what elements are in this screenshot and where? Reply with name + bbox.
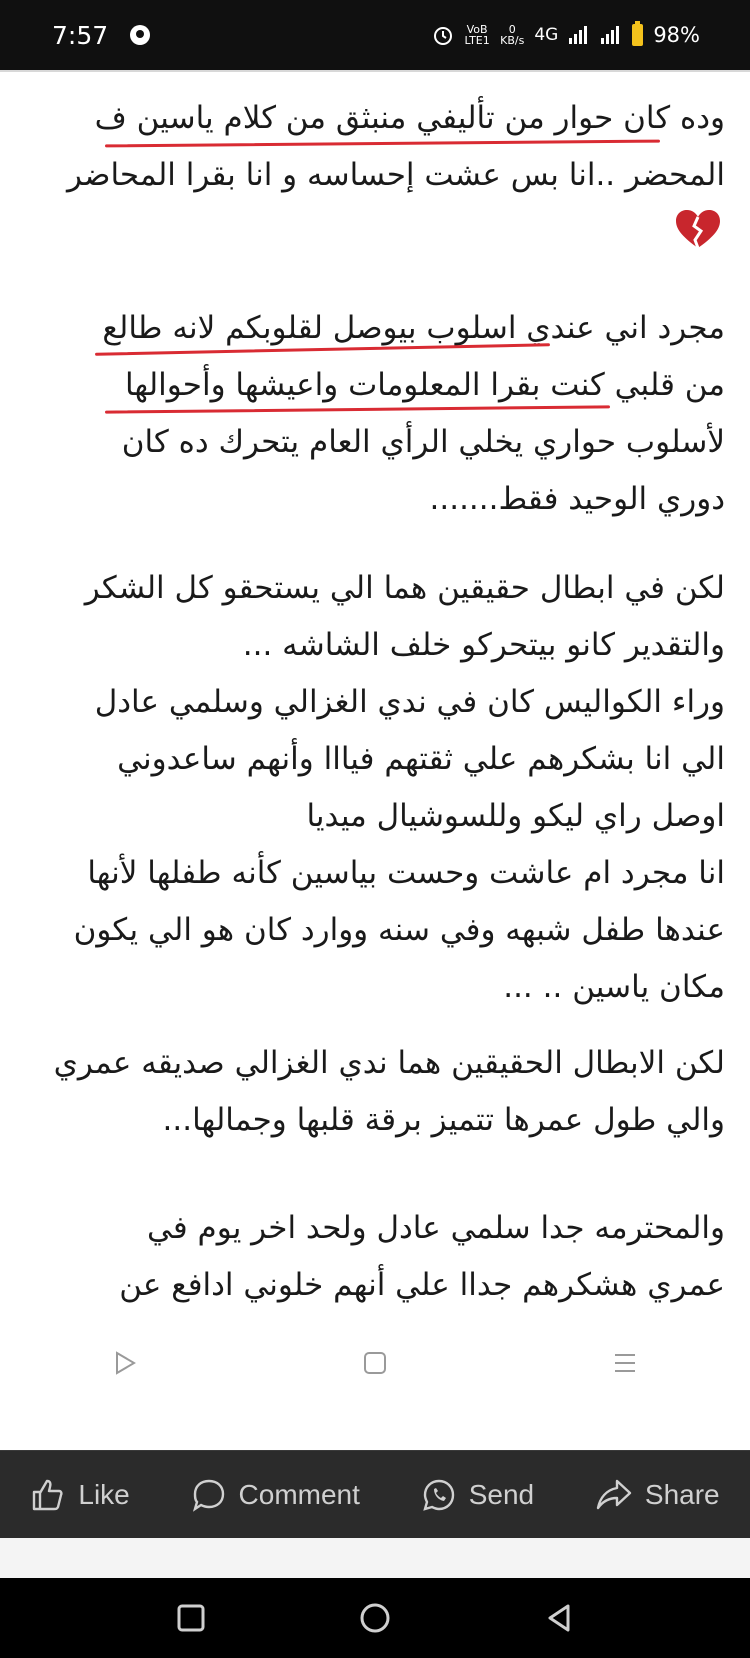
post-paragraph [25,1200,725,1314]
post-paragraph [25,1035,725,1149]
system-nav-bar [0,1578,750,1658]
whatsapp-icon [421,1477,457,1513]
speed-value: 0 [508,23,516,36]
comment-icon [191,1477,227,1513]
back-icon[interactable] [544,1603,574,1633]
text-line: مجرد اني عندي اسلوب بيوصل لقلوبكم لانه طالع [102,310,725,346]
signal-icon-2 [600,26,622,44]
text-line: لكن في ابطال حقيقين هما الي يستحقو كل الشكر [84,570,725,606]
text-line: عمري هشكرهم جداا علي أنهم خلوني ادافع عن [119,1267,725,1303]
battery-icon [632,24,643,46]
speed-unit: KB/s [500,34,525,47]
text-line: وراء الكواليس كان في ندي الغزالي وسلمي عادل [94,684,725,720]
status-bar [0,0,750,70]
comment-label: Comment [238,1479,360,1510]
square-icon [362,1350,388,1376]
text-line: اوصل راي ليكو وللسوشيال ميديا [306,798,725,834]
play-icon [112,1350,138,1376]
post-paragraph [25,560,725,1016]
send-label: Send [468,1479,535,1510]
text-line: المحضر ..انا بس عشت إحساسه و انا بقرا المحاضر [67,157,725,193]
share-arrow-icon [595,1477,633,1513]
text-line: والي طول عمرها تتميز برقة قلبها وجمالها... [162,1102,725,1138]
send-button[interactable] [421,1477,534,1513]
network-type: 4G [534,25,559,45]
menu-icon [612,1350,638,1376]
comment-button[interactable] [191,1477,360,1513]
embedded-nav-bar [0,1338,750,1388]
home-icon[interactable] [358,1601,392,1635]
text-line: عندها طفل شبهه وفي سنه ووارد كان هو الي يكون [73,912,725,948]
text-line: من قلبي كنت بقرا المعلومات واعيشها وأحوالها [124,367,725,403]
like-label: Like [78,1479,130,1510]
share-label: Share [644,1479,720,1510]
share-button[interactable] [595,1477,720,1513]
spacer [0,1538,750,1578]
broken-heart-icon [676,210,720,250]
text-line: دوري الوحيد فقط....... [429,481,725,517]
alarm-icon [432,24,454,46]
post-action-bar [0,1450,750,1539]
text-line: لكن الابطال الحقيقين هما ندي الغزالي صديقه عمري [53,1045,725,1081]
battery-percent: 98% [653,23,700,47]
text-line: الي انا بشكرهم علي ثقتهم فيااا وأنهم ساعدوني [117,741,725,777]
network-speed [500,24,524,46]
volte-label: VoB LTE1 [464,23,490,47]
text-line: لأسلوب حواري يخلي الرأي العام يتحرك ده كان [121,424,725,460]
text-line: مكان ياسين .. ... [503,969,725,1005]
text-line: وده كان حوار من تأليفي منبثق من كلام ياسين ف [94,100,725,136]
post-paragraph [25,300,725,528]
thumbs-up-icon [30,1477,66,1513]
divider [0,70,750,72]
recent-apps-icon[interactable] [176,1603,206,1633]
post-image[interactable] [0,70,750,1350]
like-button[interactable] [30,1477,129,1513]
whatsapp-notification-icon [130,25,150,45]
text-line: والتقدير كانو بيتحركو خلف الشاشه ... [242,627,725,663]
text-line: والمحترمه جدا سلمي عادل ولحد اخر يوم في [146,1210,725,1246]
text-line: انا مجرد ام عاشت وحست بياسين كأنه طفلها لأنها [87,855,725,891]
status-time: 7:57 [52,20,109,50]
signal-icon [568,26,590,44]
